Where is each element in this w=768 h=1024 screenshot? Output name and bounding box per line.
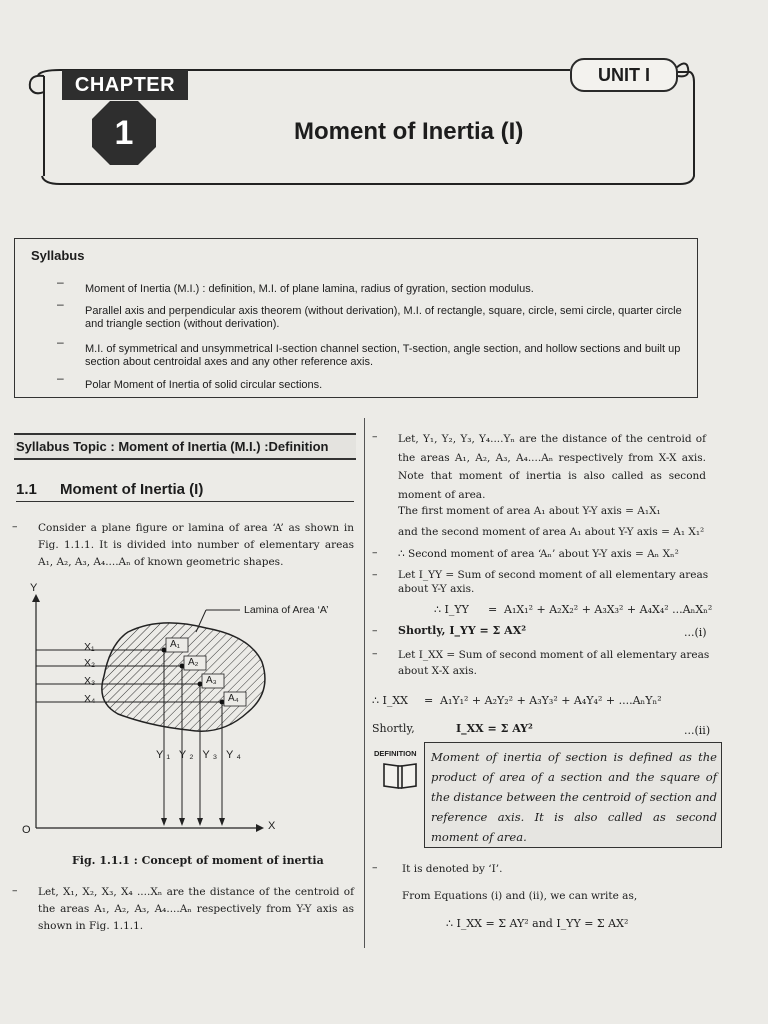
figure-lamina-label: Lamina of Area ‘A’	[244, 604, 329, 616]
bullet-dash: –	[372, 861, 378, 874]
iyy-equation-lhs: ∴ I_YY	[434, 603, 469, 616]
book-icon	[380, 760, 420, 792]
syllabus-topic-heading: Syllabus Topic : Moment of Inertia (M.I.) :Definition	[14, 433, 356, 460]
figure-caption: Fig. 1.1.1 : Concept of moment of inertia	[72, 854, 324, 867]
figure-a3-label: A₃	[206, 675, 217, 686]
syllabus-item: M.I. of symmetrical and unsymmetrical I-section channel section, T-section, angle section, and hollow sections and built up section about centroidal axes and any other reference axis.	[85, 343, 681, 368]
figure-x1-label: X₁	[84, 641, 95, 653]
from-equations-line: From Equations (i) and (ii), we can write as,	[402, 890, 638, 902]
bullet-dash: –	[12, 520, 18, 533]
figure-y-axis-label: Y	[30, 582, 38, 594]
figure-x3-label: X₃	[84, 675, 96, 687]
bullet-dash: –	[57, 275, 64, 289]
iyy-equation-rhs: A₁X₁² + A₂X₂² + A₃X₃² + A₄X₄² ...AₙXₙ²	[504, 603, 713, 616]
bullet-dash: –	[57, 371, 64, 385]
figure-origin-label: O	[22, 824, 31, 836]
bullet-dash: –	[372, 546, 378, 559]
bullet-dash: –	[12, 884, 18, 897]
syllabus-item: Parallel axis and perpendicular axis theorem (without derivation), M.I. of rectangle, square, circle, semi circle, quarter circle and triangle section (without derivation).	[85, 305, 682, 330]
equals-sign: =	[424, 694, 434, 707]
paragraph-lamina: Consider a plane figure or lamina of area ‘A’ as shown in Fig. 1.1.1. It is divided into number of elementary areas A₁, A₂, A₃, A₄....Aₙ of known geometric shapes.	[38, 522, 354, 568]
ixx-definition: Let I_XX = Sum of second moment of all elementary areas about X-X axis.	[398, 649, 710, 677]
section-heading	[16, 481, 354, 502]
figure-a1-label: A₁	[170, 639, 181, 650]
bullet-dash: –	[372, 624, 378, 637]
figure-x2-label: X₂	[84, 657, 96, 669]
equation-ref-ii: ...(ii)	[684, 724, 711, 737]
figure-x4-label: X₄	[84, 693, 96, 705]
ixx-short-form: I_XX = Σ AY²	[456, 722, 533, 735]
figure-moment-of-inertia	[0, 580, 364, 852]
column-divider	[364, 418, 365, 948]
equation-ref-i: ...(i)	[684, 626, 707, 639]
denoted-line: It is denoted by ‘I’.	[402, 863, 503, 875]
bullet-dash: –	[57, 297, 64, 311]
syllabus-item: Polar Moment of Inertia of solid circular sections.	[85, 379, 323, 391]
figure-a2-label: A₂	[188, 657, 199, 668]
syllabus-item: Moment of Inertia (M.I.) : definition, M.I. of plane lamina, radius of gyration, section modulus.	[85, 283, 534, 295]
first-moment-line: The first moment of area A₁ about Y-Y axis = A₁X₁	[398, 505, 661, 517]
header-scroll-frame	[0, 0, 768, 200]
therefore-line: ∴ Second moment of area ‘Aₙ’ about Y-Y axis = Aₙ Xₙ²	[398, 548, 679, 560]
equals-sign: =	[488, 603, 498, 616]
definition-label: DEFINITION	[374, 749, 417, 758]
figure-y-labels: Y₁ Y₂ Y₃ Y₄	[156, 749, 244, 761]
bullet-dash: –	[372, 647, 378, 660]
bullet-dash: –	[372, 430, 378, 443]
figure-x-axis-label: X	[268, 820, 276, 832]
syllabus-box	[14, 238, 698, 398]
ixx-equation-lhs: ∴ I_XX	[372, 694, 409, 707]
chapter-number: 1	[114, 114, 134, 152]
chapter-title: Moment of Inertia (I)	[294, 118, 524, 145]
second-moment-line: and the second moment of area A₁ about Y-Y axis = A₁ X₁²	[398, 526, 705, 538]
section-number: 1.1	[16, 481, 37, 498]
ixx-short-label: Shortly,	[372, 722, 415, 735]
paragraph-x-distance: Let, X₁, X₂, X₃, X₄ ....Xₙ are the distance of the centroid of the areas A₁, A₂, A₃, A₄....Aₙ respectively from Y-Y axis as shown in Fig. 1.1.1.	[38, 886, 354, 932]
iyy-short-form: Shortly, I_YY = Σ AX²	[398, 624, 527, 637]
ixx-equation-rhs: A₁Y₁² + A₂Y₂² + A₃Y₃² + A₄Y₄² + ....AₙYₙ²	[440, 694, 662, 707]
paragraph-y-distance: Let, Y₁, Y₂, Y₃, Y₄....Yₙ are the distance of the centroid of the areas A₁, A₂, A₃, A₄....Aₙ respectively from X-X axis. Note that moment of inertia is also called as second moment of area.	[398, 433, 706, 501]
syllabus-title: Syllabus	[31, 248, 85, 263]
figure-a4-label: A₄	[228, 693, 239, 704]
section-title: Moment of Inertia (I)	[60, 481, 204, 498]
bullet-dash: –	[57, 335, 64, 349]
iyy-definition: Let I_YY = Sum of second moment of all elementary areas about Y-Y axis.	[398, 569, 709, 595]
unit-label: UNIT I	[570, 58, 678, 92]
chapter-label: CHAPTER	[62, 70, 188, 100]
bullet-dash: –	[372, 568, 378, 581]
definition-text: Moment of inertia of section is defined as the product of area of a section and the square of the distance between the centroid of section and reference axis. It is also called as second moment of area.	[431, 750, 717, 844]
definition-box	[424, 742, 722, 848]
final-equation: ∴ I_XX = Σ AY² and I_YY = Σ AX²	[446, 917, 629, 930]
